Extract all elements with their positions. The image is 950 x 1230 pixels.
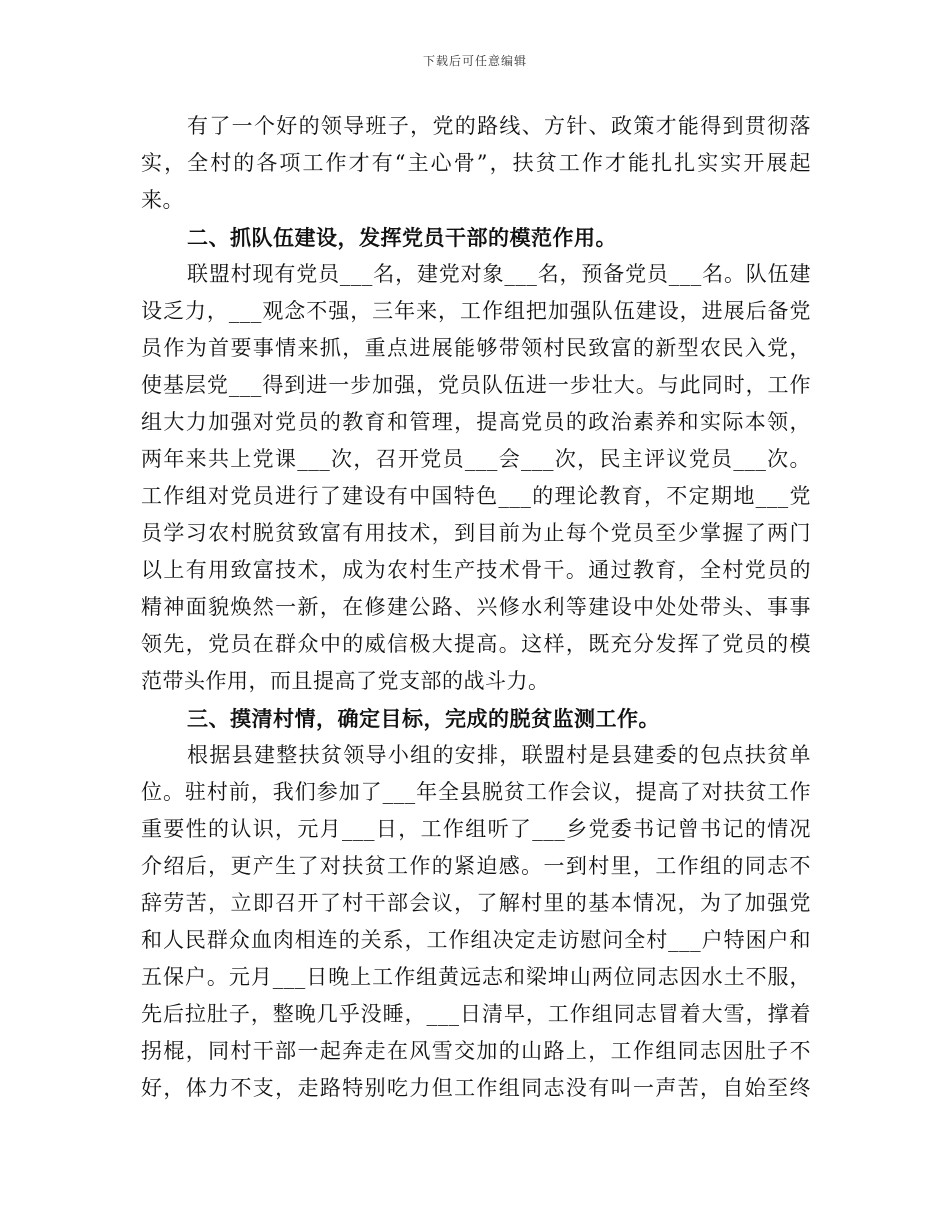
paragraph-line: 组大力加强对党员的教育和管理，提高党员的政治素养和实际本领， [141,410,811,434]
paragraph-line: 先后拉肚子，整晚几乎没睡，___日清早，工作组同志冒着大雪，撑着 [141,1002,811,1026]
paragraph-line: 两年来共上党课___次，召开党员___会___次，民主评议党员___次。 [141,447,811,471]
paragraph-line: 和人民群众血肉相连的关系，工作组决定走访慰问全村___户特困户和 [141,928,811,952]
paragraph-line: 位。驻村前，我们参加了___年全县脱贫工作会议，提高了对扶贫工作 [141,780,811,804]
paragraph-line: 重要性的认识，元月___日，工作组听了___乡党委书记曾书记的情况 [141,817,811,841]
paragraph-line: 设乏力，___观念不强，三年来，工作组把加强队伍建设，进展后备党 [141,299,811,323]
paragraph-line: 范带头作用，而且提高了党支部的战斗力。 [141,669,550,693]
section-heading: 三、摸清村情，确定目标，完成的脱贫监测工作。 [187,706,660,731]
paragraph-line: 根据县建整扶贫领导小组的安排，联盟村是县建委的包点扶贫单 [187,743,811,767]
paragraph-line: 以上有用致富技术，成为农村生产技术骨干。通过教育，全村党员的 [141,558,811,582]
paragraph-line: 员学习农村脱贫致富有用技术，到目前为止每个党员至少掌握了两门 [141,521,811,545]
paragraph-line: 辞劳苦，立即召开了村干部会议，了解村里的基本情况，为了加强党 [141,891,811,915]
paragraph-line: 联盟村现有党员___名，建党对象___名，预备党员___名。队伍建 [187,262,811,286]
paragraph-line: 精神面貌焕然一新，在修建公路、兴修水利等建设中处处带头、事事 [141,595,811,619]
paragraph-line: 领先，党员在群众中的威信极大提高。这样，既充分发挥了党员的模 [141,632,811,656]
paragraph-line: 使基层党___得到进一步加强，党员队伍进一步壮大。与此同时，工作 [141,373,811,397]
document-body [141,108,811,1107]
page-header: 下载后可任意编辑 [422,54,527,68]
paragraph-line: 员作为首要事情来抓，重点进展能够带领村民致富的新型农民入党， [141,336,811,360]
paragraph-line: 实，全村的各项工作才有“主心骨”，扶贫工作才能扎扎实实开展起 [141,151,811,175]
paragraph-line: 好，体力不支，走路特别吃力但工作组同志没有叫一声苦，自始至终 [141,1076,811,1100]
paragraph-line: 五保户。元月___日晚上工作组黄远志和梁坤山两位同志因水土不服， [141,965,811,989]
paragraph-line: 来。 [141,188,184,212]
paragraph-line: 介绍后，更产生了对扶贫工作的紧迫感。一到村里，工作组的同志不 [141,854,811,878]
paragraph-line: 有了一个好的领导班子，党的路线、方针、政策才能得到贯彻落 [187,114,811,138]
paragraph-line: 拐棍，同村干部一起奔走在风雪交加的山路上，工作组同志因肚子不 [141,1039,811,1063]
section-heading: 二、抓队伍建设，发挥党员干部的模范作用。 [187,225,617,250]
paragraph-line: 工作组对党员进行了建设有中国特色___的理论教育，不定期地___党 [141,484,811,508]
